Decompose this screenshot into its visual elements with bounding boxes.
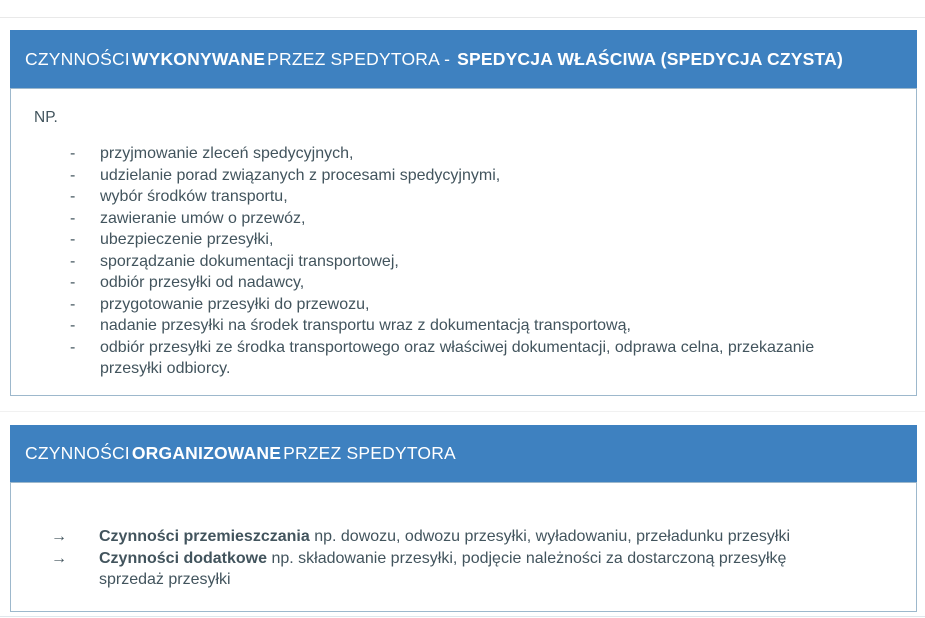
dash-marker: - [70,252,76,270]
header-bold-wykonywane: WYKONYWANE [131,48,266,69]
section-performed-body [10,88,917,396]
top-divider [0,17,925,18]
list-item [70,186,896,208]
list-item-text: sporządzanie dokumentacji transportowej, [100,252,399,270]
section-organized-header [10,425,917,482]
organized-activities-list [51,526,896,591]
list-item [70,251,896,273]
dash-marker: - [70,317,76,334]
header-prefix: CZYNNOŚCI [25,48,130,69]
list-item [51,548,896,591]
header-middle: PRZEZ SPEDYTORA - [267,48,451,69]
list-item-text: zawieranie umów o przewóz, [100,209,306,227]
list-item-text: odbiór przesyłki ze środka transportowego oraz właściwej dokumentacji, odprawa celna, przekazanie przesyłki odbiorcy. [100,338,815,377]
arrow-marker: → [51,549,67,567]
list-item-text: nadanie przesyłki na środek transportu wraz z dokumentacją transportową, [100,317,631,334]
intro-label: NP. [34,109,58,126]
dash-marker: - [70,274,76,291]
list-item-text [99,526,790,548]
list-item [70,294,896,316]
list-item [70,165,896,187]
item-description: np. dowozu, odwozu przesyłki, wyładowaniu, przeładunku przesyłki [314,528,790,545]
header-suffix: PRZEZ SPEDYTORA [283,443,456,463]
dash-marker: - [70,188,76,205]
dash-marker: - [70,209,76,227]
mid-divider [0,411,925,412]
header-prefix: CZYNNOŚCI [25,443,130,463]
header-bold-organizowane: ORGANIZOWANE [131,443,282,463]
list-item-text: udzielanie porad związanych z procesami spedycyjnymi, [100,166,501,184]
dash-marker: - [70,231,76,248]
list-item-text: odbiór przesyłki od nadawcy, [100,274,305,291]
list-item [70,315,896,337]
list-item-text: przyjmowanie zleceń spedycyjnych, [100,145,354,162]
list-item-text [99,548,829,591]
performed-activities-list [34,143,896,380]
header-bold-spedycja: SPEDYCJA WŁAŚCIWA (SPEDYCJA CZYSTA) [457,48,843,69]
list-item [51,526,896,548]
section-performed-header [10,30,917,88]
list-item [70,272,896,294]
item-term: Czynności dodatkowe [99,549,268,567]
list-item-text: przygotowanie przesyłki do przewozu, [100,295,370,313]
dash-marker: - [70,295,76,313]
list-item [70,229,896,251]
item-description: np. składowanie przesyłki, podjęcie należności za dostarczoną przesyłkę sprzedaż przesyłki [99,549,787,588]
item-term: Czynności przemieszczania [99,528,310,545]
section-organized-body [10,482,917,612]
list-item [70,143,896,165]
list-item [70,337,896,380]
arrow-marker: → [51,528,67,545]
dash-marker: - [70,166,76,184]
list-item-text: wybór środków transportu, [100,188,288,205]
list-item [70,208,896,230]
dash-marker: - [70,338,76,356]
list-item-text: ubezpieczenie przesyłki, [100,231,274,248]
dash-marker: - [70,145,76,162]
bottom-divider [0,616,925,617]
